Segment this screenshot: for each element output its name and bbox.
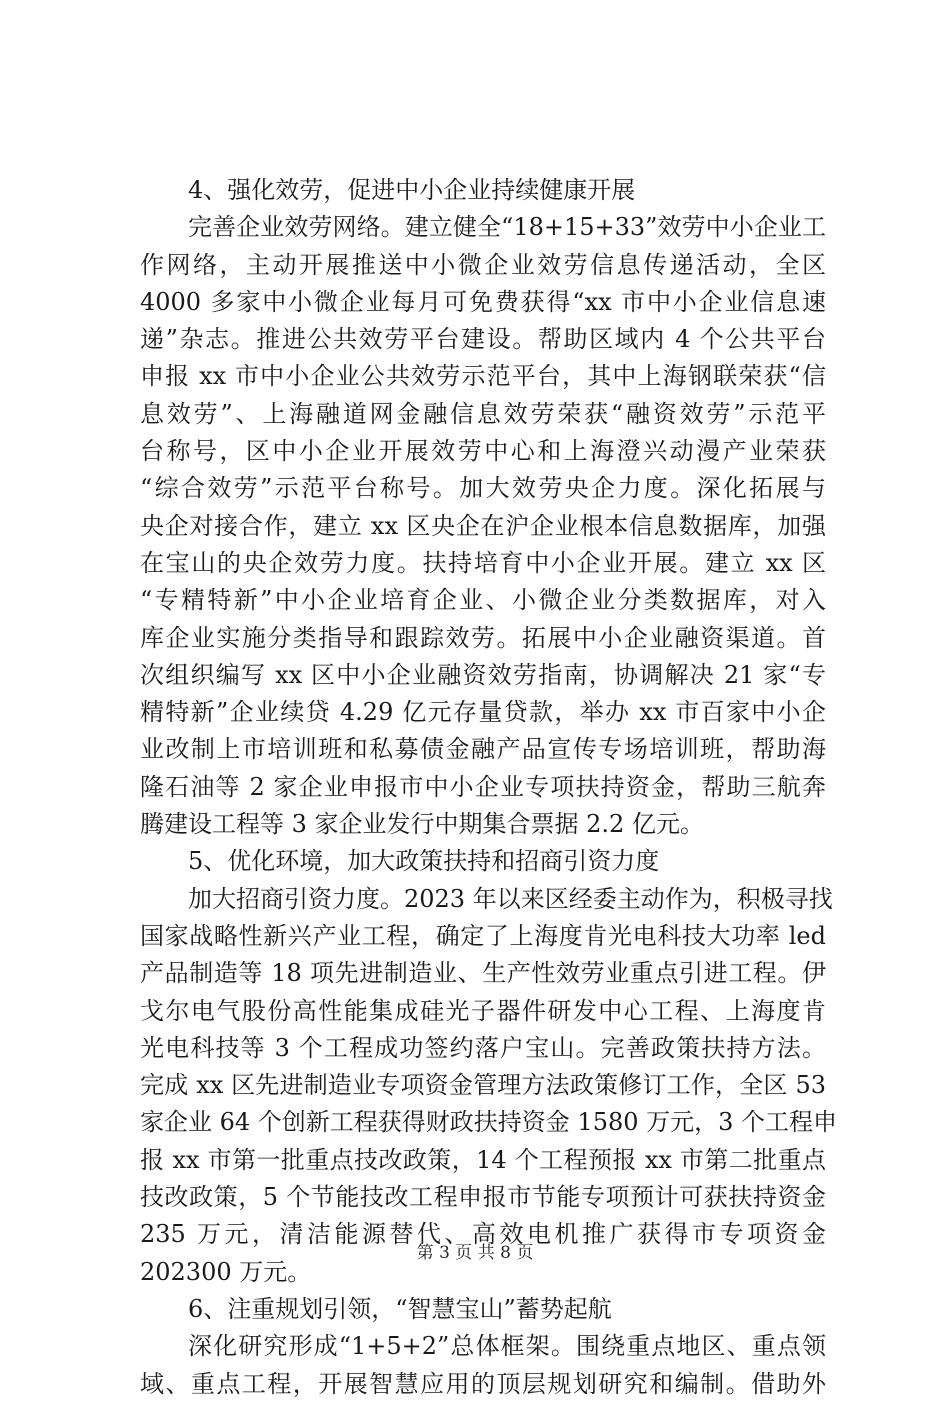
text-line: 央企对接合作，建立 xx 区央企在沪企业根本信息数据库，加强 [140,511,826,540]
text-line: 国家战略性新兴产业工程，确定了上海度肯光电科技大功率 led [140,921,826,950]
text-line: 作网络，主动开展推送中小微企业效劳信息传递活动，全区 [140,250,826,279]
text-line: 库企业实施分类指导和跟踪效劳。拓展中小企业融资渠道。首 [140,623,826,652]
text-line: 5、优化环境，加大政策扶持和招商引资力度 [188,847,660,876]
text-line: 报 xx 市第一批重点技改政策，14 个工程预报 xx 市第二批重点 [140,1145,826,1174]
text-line: 业改制上市培训班和私募债金融产品宣传专场培训班，帮助海 [140,735,826,764]
text-line: 息效劳”、上海融道网金融信息效劳荣获“融资效劳”示范平 [140,399,826,428]
text-line: 6、注重规划引领，“智慧宝山”蓄势起航 [188,1294,612,1323]
text-line: 腾建设工程等 3 家企业发行中期集合票据 2.2 亿元。 [140,810,704,839]
text-line: 技改政策，5 个节能技改工程申报市节能专项预计可获扶持资金 [140,1183,826,1212]
document-body [140,172,838,1403]
text-line: 隆石油等 2 家企业申报市中小企业专项扶持资金，帮助三航奔 [140,772,826,801]
text-line: 家企业 64 个创新工程获得财政扶持资金 1580 万元，3 个工程申 [140,1108,838,1137]
text-line: 戈尔电气股份高性能集成硅光子器件研发中心工程、上海度肯 [140,996,826,1025]
text-line: 深化研究形成“1+5+2”总体框架。围绕重点地区、重点领 [188,1332,826,1361]
text-line: 完善企业效劳网络。建立健全“18+15+33”效劳中小企业工 [188,213,826,242]
text-line: 完成 xx 区先进制造业专项资金管理方法政策修订工作，全区 53 [140,1071,826,1100]
text-line: 台称号，区中小企业开展效劳中心和上海澄兴动漫产业荣获 [140,437,826,466]
text-line: 光电科技等 3 个工程成功签约落户宝山。完善政策扶持方法。 [140,1033,826,1062]
text-line: “专精特新”中小企业培育企业、小微企业分类数据库，对入 [140,586,826,615]
text-line: 加大招商引资力度。2023 年以来区经委主动作为，积极寻找 [188,884,833,913]
text-line: 4、强化效劳，促进中小企业持续健康开展 [188,176,636,204]
text-line: 4000 多家中小微企业每月可免费获得“xx 市中小企业信息速 [140,287,826,316]
text-line: 235 万元，清洁能源替代、高效电机推广获得市专项资金 [140,1220,826,1249]
text-line: 申报 xx 市中小企业公共效劳示范平台，其中上海钢联荣获“信 [140,362,826,391]
text-line: 产品制造等 18 项先进制造业、生产性效劳业重点引进工程。伊 [140,959,826,988]
page-footer: 第 3 页 共 8 页 [416,1243,534,1263]
text-line: 精特新”企业续贷 4.29 亿元存量贷款，举办 xx 市百家中小企 [140,698,826,727]
text-line: 202300 万元。 [140,1257,312,1286]
text-line: 域、重点工程，开展智慧应用的顶层规划研究和编制。借助外 [140,1369,826,1398]
text-line: 在宝山的央企效劳力度。扶持培育中小企业开展。建立 xx 区 [140,548,826,577]
text-line: 次组织编写 xx 区中小企业融资效劳指南，协调解决 21 家“专 [140,660,826,689]
text-line: 递”杂志。推进公共效劳平台建设。帮助区域内 4 个公共平台 [140,325,826,354]
text-line: “综合效劳”示范平台称号。加大效劳央企力度。深化拓展与 [140,474,826,503]
